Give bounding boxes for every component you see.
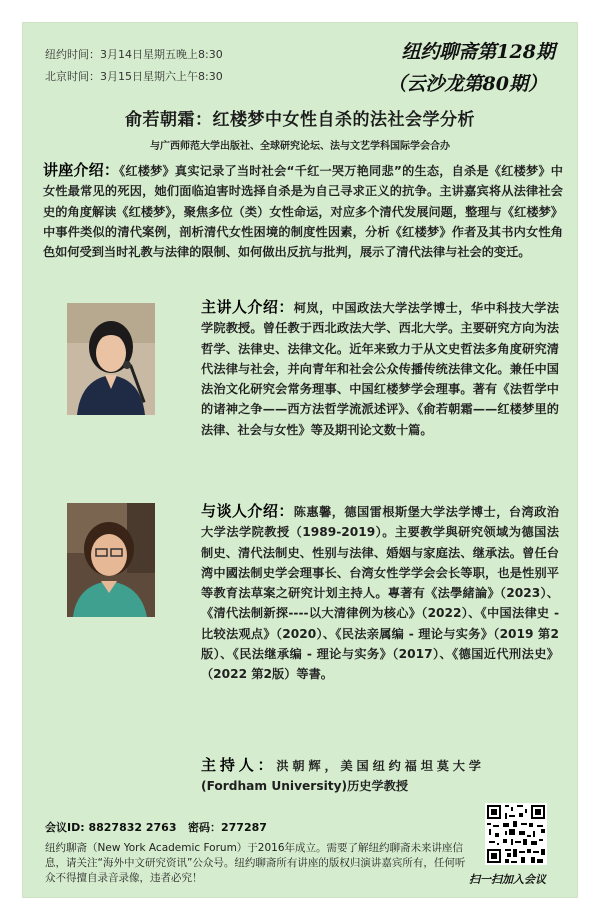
host-label: 主持人： bbox=[201, 756, 277, 774]
poster bbox=[22, 22, 578, 898]
discussant-section bbox=[201, 501, 559, 685]
speaker-text: 柯岚，中国政法大学法学博士，华中科技大学法学院教授。曾任教于西北政法大学、西北大学。主要研究方向为法哲学、法律史、法律文化。近年来致力于从文史哲法多角度研究清代法律与社会，并向青年和社会公众传播传统法律文化。兼任中国法治文化研究会常务理事、中国红楼梦学会理事。著有《法哲学中的诸神之争——西方法哲学流派述评》、《俞若朝霜——红楼梦里的法律、社会与女性》等及期刊论文数十篇。 bbox=[201, 301, 559, 437]
speaker-section bbox=[201, 297, 559, 440]
salon-issue: （云沙龙第80期） bbox=[387, 73, 547, 95]
speaker-photo bbox=[67, 303, 155, 415]
meeting-id: 会议ID: 8827832 2763 bbox=[45, 821, 177, 834]
intro-text: 《红楼梦》真实记录了当时社会“千红一哭万艳同悲”的生态，自杀是《红楼梦》中女性最常见的死因，她们面临迫害时选择自杀是为自己寻求正义的抗争。主讲嘉宾将从法律社会史的角度解读《红楼梦》，聚焦多位（类）女性命运，对应多个清代发展问题，整理与《红楼梦》中事件类似的清代案例，剖析清代女性困境的制度性因素，分析《红楼梦》作者及其书内女性角色如何受到当时礼教与法律的限制、如何做出反抗与批判，展示了清代法律与社会的变迁。 bbox=[43, 164, 563, 260]
discussant-photo-image bbox=[67, 503, 155, 617]
speaker-label: 主讲人介绍： bbox=[201, 298, 294, 316]
scan-to-join: 扫一扫加入会议 bbox=[469, 873, 546, 886]
intro-label: 讲座介绍： bbox=[43, 161, 120, 179]
beijing-time: 北京时间：3月15日星期六上午8:30 bbox=[45, 70, 223, 83]
meeting-password: 密码：277287 bbox=[188, 821, 267, 834]
qr-code-icon[interactable] bbox=[485, 803, 547, 865]
discussant-text: 陈惠馨，德国雷根斯堡大学法学博士，台湾政治大学法学院教授（1989-2019）。主要教学與研究领域为德国法制史、清代法制史、性别与法律、婚姻与家庭法、继承法。曾任台湾中國法制史学会理事长、台湾女性学学会会长等职，也是性别平等教育法草案之研究计划主持人。專著有《法學緒論》（2023）、《清代法制新探----以大清律例为核心》（2022）、《中国法律史 - 比较法观点》（2020）、《民法亲属编 - 理论与实务》（2019 第2版）、《民法继承编 - 理论与实务》（2017）、《德国近代刑法史》（2022 第2版）等書。 bbox=[201, 505, 559, 682]
intro-section bbox=[43, 160, 563, 262]
new-york-time: 纽约时间：3月14日星期五晚上8:30 bbox=[45, 48, 223, 61]
forum-issue: 纽约聊斋第128期 bbox=[401, 41, 555, 63]
co-host-line: 与广西师范大学出版社、全球研究论坛、法与文艺学科国际学会合办 bbox=[150, 141, 450, 152]
discussant-label: 与谈人介绍： bbox=[201, 502, 294, 520]
host-section bbox=[201, 755, 481, 797]
qr-code-graphic bbox=[485, 803, 547, 865]
host-text: 洪朝辉，美国纽约福坦莫大学(Fordham University)历史学教授 bbox=[201, 759, 481, 794]
footer-notice: 纽约聊斋（New York Academic Forum）于2016年成立。需要了解纽约聊斋未来讲座信息，请关注“海外中文研究资讯”公众号。纽约聊斋所有讲座的版权归演讲嘉宾所有，任何听众不得擅自录音录像，违者必究！ bbox=[45, 842, 466, 884]
discussant-photo bbox=[67, 503, 155, 617]
speaker-photo-image bbox=[67, 303, 155, 415]
lecture-title: 俞若朝霜：红楼梦中女性自杀的法社会学分析 bbox=[125, 110, 475, 130]
